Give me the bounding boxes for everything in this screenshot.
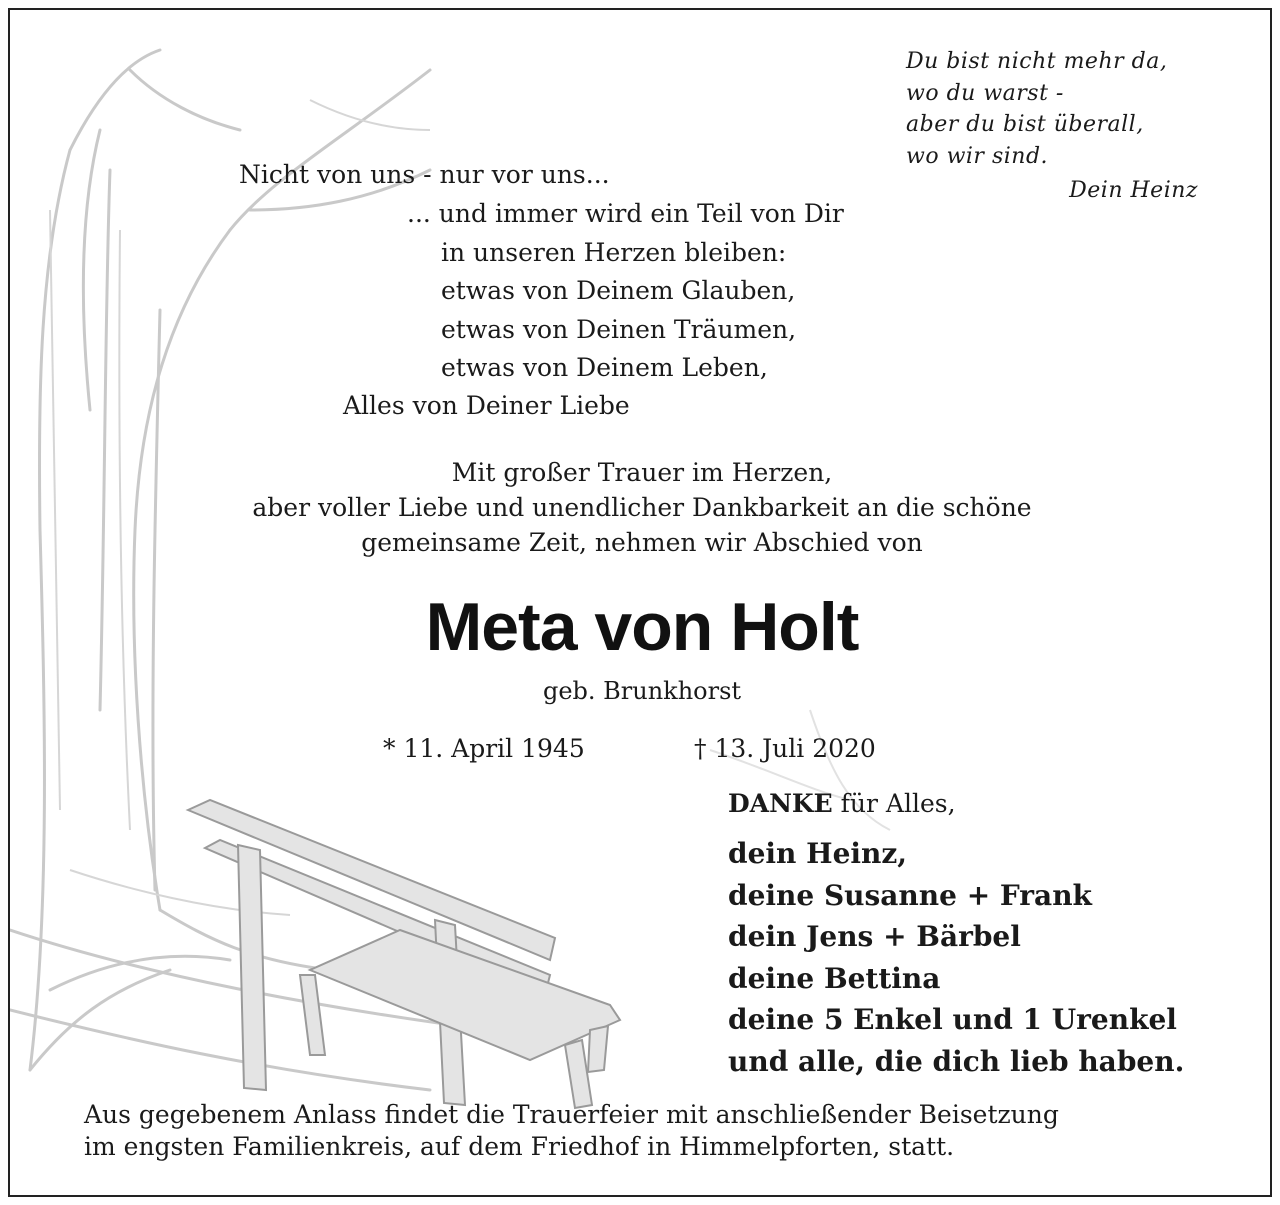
signer: deine Susanne + Frank [728, 878, 1092, 912]
verse-block [407, 195, 844, 388]
verse-line-2: ... und immer wird ein Teil von Dir [407, 199, 844, 228]
intro-line: gemeinsame Zeit, nehmen wir Abschied von [361, 528, 923, 557]
deceased-name: Meta von Holt [425, 589, 859, 665]
verse-line: in unseren Herzen bleiben: [441, 237, 787, 267]
quote-line: Du bist nicht mehr da, [906, 49, 1168, 74]
quote-line: wo du warst - [906, 80, 1064, 106]
signer: dein Jens + Bärbel [728, 920, 1021, 953]
signers-list [728, 833, 1184, 1082]
maiden-name: geb. Brunkhorst [542, 677, 742, 705]
signer: deine 5 Enkel und 1 Urenkel [728, 1003, 1177, 1036]
intro-text [10, 455, 1272, 560]
funeral-notice [84, 1099, 1059, 1163]
quote-block [906, 46, 1198, 207]
obituary-frame [8, 8, 1272, 1197]
signer: und alle, die dich lieb haben. [728, 1044, 1185, 1078]
intro-line: Mit großer Trauer im Herzen, [451, 458, 833, 487]
birth-date: * 11. April 1945 [383, 734, 585, 763]
quote-signature: Dein Heinz [1069, 178, 1198, 203]
notice-line: im engsten Familienkreis, auf dem Friedhof in Himmelpforten, statt. [84, 1132, 955, 1161]
verse-line-1: Nicht von uns - nur vor uns... [239, 160, 610, 189]
verse-line: etwas von Deinen Träumen, [441, 314, 797, 344]
notice-line: Aus gegebenem Anlass findet die Trauerfeier mit anschließender Beisetzung [84, 1100, 1059, 1129]
death-date: † 13. Juli 2020 [694, 734, 876, 763]
quote-line: aber du bist überall, [906, 112, 1144, 137]
intro-line: aber voller Liebe und unendlicher Dankbarkeit an die schöne [252, 493, 1032, 522]
thanks-bold: DANKE [728, 789, 833, 818]
thanks-rest: für Alles, [832, 789, 956, 818]
signer: dein Heinz, [728, 837, 908, 870]
verse-closing: Alles von Deiner Liebe [343, 391, 630, 420]
thanks-line [728, 786, 956, 822]
quote-line: wo wir sind. [906, 143, 1049, 169]
signer: deine Bettina [728, 961, 941, 995]
verse-line: etwas von Deinem Leben, [441, 353, 768, 382]
verse-line: etwas von Deinem Glauben, [441, 276, 796, 305]
